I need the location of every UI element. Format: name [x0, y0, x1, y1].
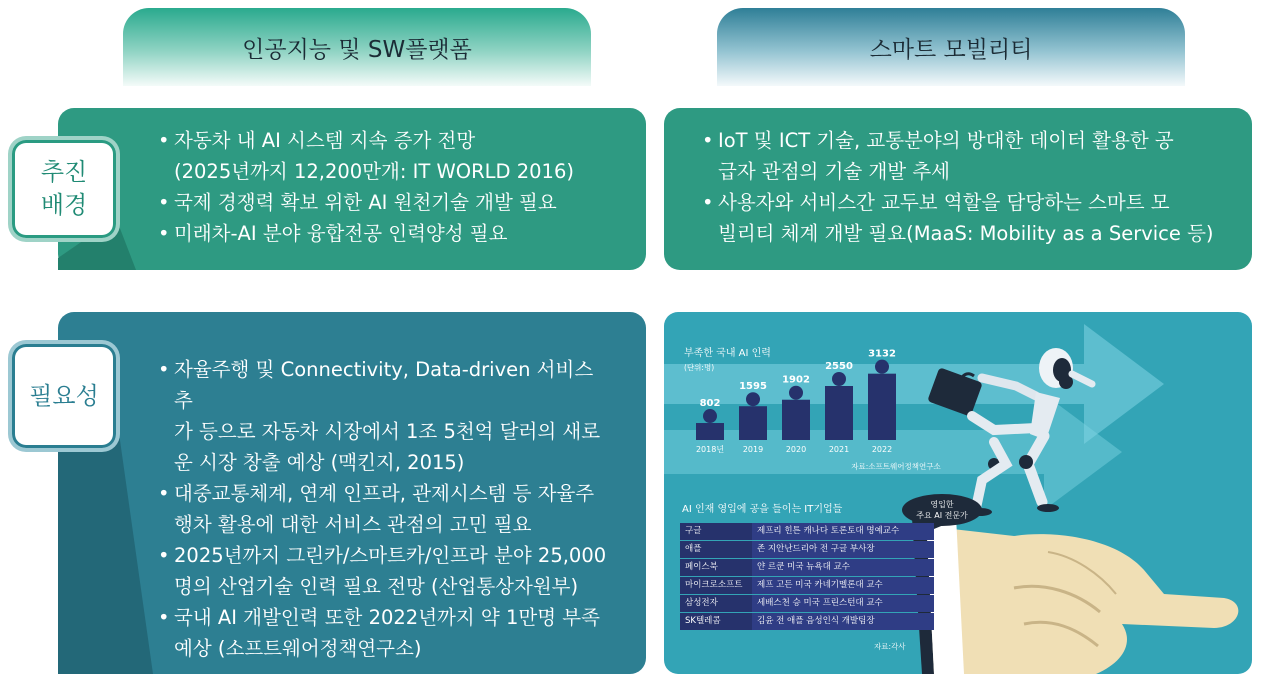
header-left-title: 인공지능 및 SW플랫폼: [242, 36, 472, 63]
table-title: AI 인재 영입에 공을 들이는 IT기업들: [682, 504, 843, 515]
label-background-line1: 추진: [40, 158, 88, 186]
chart-title: 부족한 국내 AI 인력: [684, 348, 771, 359]
bar-category-label: 2019: [742, 445, 764, 454]
expert-name: 제프리 힌튼 캐나다 토론토대 명예교수: [752, 523, 934, 540]
bullet-line: (2025년까지 12,200만개: IT WORLD 2016): [174, 160, 574, 183]
bullet-line: 자동차 내 AI 시스템 지속 증가 전망: [174, 129, 476, 152]
expert-name: 얀 르쿤 미국 뉴욕대 교수: [752, 559, 934, 576]
person-head-icon: [789, 386, 803, 400]
bullet-line: 운 시장 창출 예상 (맥킨지, 2015): [174, 451, 465, 474]
header-right-title: 스마트 모빌리티: [869, 36, 1033, 63]
bullet-line: 미래차-AI 분야 융합전공 인력양성 필요: [174, 222, 508, 245]
bubble-line2: 주요 AI 전문가: [916, 511, 968, 520]
person-head-icon: [875, 360, 889, 374]
expert-name: 제프 고든 미국 카네기멜론대 교수: [752, 577, 934, 594]
necessity-panel: [58, 312, 646, 674]
person-head-icon: [832, 372, 846, 386]
chart-source: 자료:소프트웨어정책연구소: [851, 462, 941, 471]
label-background: [12, 140, 116, 238]
header-ai-sw-platform: [123, 8, 591, 86]
bullet-item: [158, 540, 618, 602]
bar-category-label: 2022: [871, 445, 893, 454]
chart-unit: (단위:명): [684, 363, 715, 372]
company-name: SK텔레콤: [680, 613, 752, 630]
header-smart-mobility: [717, 8, 1185, 86]
bullet-line: 명의 산업기술 인력 필요 전망 (산업통상자원부): [174, 575, 579, 598]
company-name: 구글: [680, 523, 752, 540]
mobility-background-panel: [664, 108, 1252, 270]
bar-category-label: 2018년: [695, 445, 725, 454]
bar-category-label: 2020: [785, 445, 807, 454]
label-background-line2: 배경: [40, 191, 88, 219]
table-row: [680, 595, 934, 612]
bullet-dot-icon: •: [158, 358, 170, 381]
label-necessity-text: 필요성: [29, 381, 99, 410]
pointing-hand-illustration: [912, 516, 1238, 674]
bullet-item: [158, 354, 618, 478]
bullet-line: 행차 활용에 대한 서비스 관점의 고민 필요: [174, 513, 532, 536]
bullet-item: [702, 125, 1222, 187]
bar: [868, 374, 896, 440]
bullet-dot-icon: •: [158, 191, 170, 214]
bullet-line: 국내 AI 개발인력 또한 2022년까지 약 1만명 부족: [174, 606, 600, 629]
bar: [696, 423, 724, 440]
table-row: [680, 523, 934, 540]
bullet-line: 2025년까지 그린카/스마트카/인프라 분야 25,000: [174, 544, 607, 567]
bar-value-label: 1595: [739, 381, 767, 393]
bullet-dot-icon: •: [158, 129, 170, 152]
bubble-line1: 영입한: [930, 500, 954, 509]
ai-background-panel: [58, 108, 646, 270]
table-source: 자료:각사: [874, 642, 906, 651]
bullet-line: 빌리티 체계 개발 필요(MaaS: Mobility as a Service 등): [718, 222, 1214, 245]
bullet-line: 대중교통체계, 연계 인프라, 관제시스템 등 자율주: [174, 482, 595, 505]
bar-value-label: 3132: [868, 348, 896, 360]
company-name: 마이크로소프트: [680, 577, 752, 594]
bullet-item: [158, 478, 618, 540]
ai-talent-infographic: [664, 312, 1252, 674]
label-necessity: [12, 344, 116, 448]
speech-bubble: [902, 494, 982, 526]
bar-category-label: 2021: [828, 445, 850, 454]
expert-name: 존 지안난드리아 전 구글 부사장: [752, 541, 934, 558]
table-row: [680, 559, 934, 576]
bullet-item: [158, 602, 618, 664]
bar-value-label: 2550: [825, 361, 853, 372]
bullet-item: [158, 187, 638, 218]
bullet-line: 가 등으로 자동차 시장에서 1조 5천억 달러의 새로: [174, 420, 601, 443]
bullet-item: [158, 125, 638, 187]
person-head-icon: [746, 392, 760, 406]
bar: [739, 406, 767, 440]
bullet-line: 예상 (소프트웨어정책연구소): [174, 637, 422, 660]
table-row: [680, 541, 934, 558]
company-expert-table: [680, 523, 934, 631]
expert-name: 세배스천 승 미국 프린스턴대 교수: [752, 595, 934, 612]
bullet-dot-icon: •: [158, 482, 170, 505]
company-name: 삼성전자: [680, 595, 752, 612]
person-head-icon: [703, 409, 717, 423]
bar-value-label: 802: [699, 398, 721, 410]
bar: [782, 400, 810, 440]
bullet-item: [158, 218, 638, 249]
bullet-line: 사용자와 서비스간 교두보 역할을 담당하는 스마트 모: [718, 191, 1170, 214]
company-name: 페이스북: [680, 559, 752, 576]
ai-background-list: [158, 125, 638, 249]
bar: [825, 386, 853, 440]
bullet-line: 급자 관점의 기술 개발 추세: [718, 160, 951, 183]
bullet-dot-icon: •: [158, 606, 170, 629]
necessity-list: [158, 354, 618, 664]
bullet-line: 자율주행 및 Connectivity, Data-driven 서비스 추: [174, 358, 594, 412]
bullet-dot-icon: •: [702, 191, 714, 214]
table-row: [680, 613, 934, 630]
bullet-line: IoT 및 ICT 기술, 교통분야의 방대한 데이터 활용한 공: [718, 129, 1174, 152]
bullet-dot-icon: •: [158, 222, 170, 245]
bullet-item: [702, 187, 1222, 249]
bullet-dot-icon: •: [158, 544, 170, 567]
company-name: 애플: [680, 541, 752, 558]
expert-name: 김윤 전 애플 음성인식 개발팀장: [752, 613, 934, 630]
mobility-background-list: [702, 125, 1222, 249]
table-row: [680, 577, 934, 594]
bullet-dot-icon: •: [702, 129, 714, 152]
bullet-line: 국제 경쟁력 확보 위한 AI 원천기술 개발 필요: [174, 191, 557, 214]
bar-value-label: 1902: [782, 374, 810, 386]
